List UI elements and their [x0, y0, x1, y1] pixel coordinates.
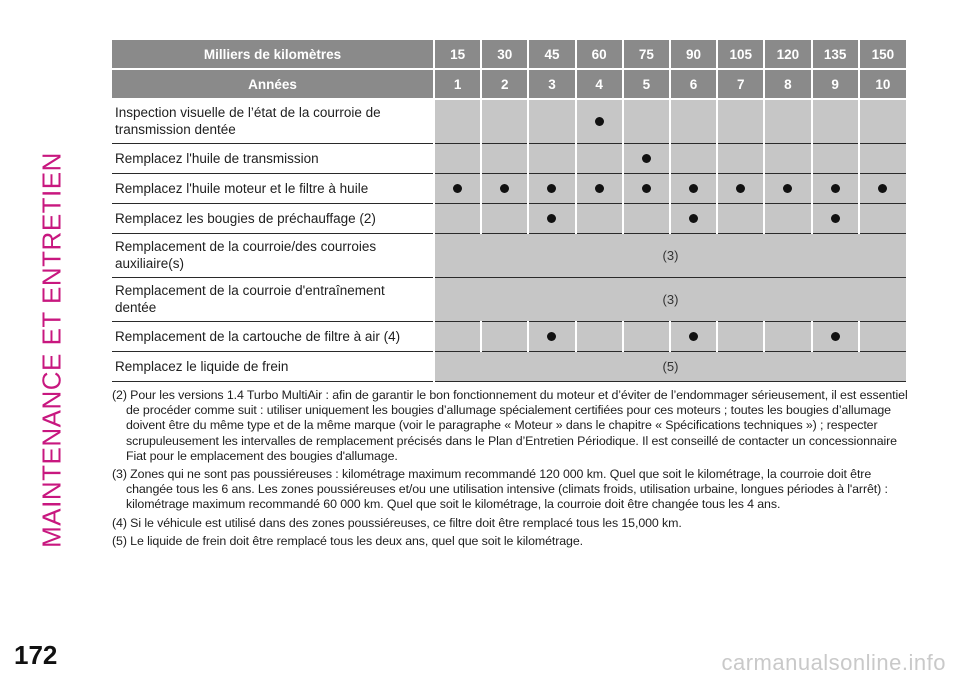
- empty-cell: [623, 99, 670, 143]
- empty-cell: [764, 321, 811, 351]
- empty-cell: [670, 143, 717, 173]
- row-label: Remplacement de la cartouche de filtre à air (4): [112, 321, 434, 351]
- scheduled-cell: [528, 321, 575, 351]
- empty-cell: [812, 143, 859, 173]
- empty-cell: [481, 321, 528, 351]
- page-number: 172: [14, 640, 58, 670]
- bullet-icon: [831, 332, 840, 341]
- scheduled-cell: [623, 173, 670, 203]
- empty-cell: [717, 203, 764, 233]
- empty-cell: [717, 321, 764, 351]
- note-reference-cell: (3): [434, 277, 906, 321]
- scheduled-cell: [528, 173, 575, 203]
- header-year-cell: 2: [481, 69, 528, 99]
- empty-cell: [434, 143, 481, 173]
- row-label: Remplacement de la courroie/des courroies auxiliaire(s): [112, 233, 434, 277]
- bullet-icon: [547, 332, 556, 341]
- header-km-cell: 90: [670, 40, 717, 69]
- empty-cell: [859, 143, 906, 173]
- note-reference-cell: (5): [434, 351, 906, 381]
- scheduled-cell: [670, 321, 717, 351]
- header-year-cell: 1: [434, 69, 481, 99]
- footnote: (5) Le liquide de frein doit être remplacé tous les deux ans, quel que soit le kilométrage.: [112, 533, 583, 548]
- footnotes: [112, 388, 910, 552]
- table-row: [112, 203, 906, 233]
- header-year-cell: 7: [717, 69, 764, 99]
- header-year-cell: 3: [528, 69, 575, 99]
- scheduled-cell: [528, 203, 575, 233]
- bullet-icon: [689, 332, 698, 341]
- scheduled-cell: [576, 173, 623, 203]
- scheduled-cell: [670, 173, 717, 203]
- table-row: [112, 321, 906, 351]
- header-year-cell: 6: [670, 69, 717, 99]
- empty-cell: [859, 99, 906, 143]
- scheduled-cell: [764, 173, 811, 203]
- empty-cell: [481, 143, 528, 173]
- watermark: carmanualsonline.info: [721, 650, 946, 675]
- header-row-years: [112, 69, 906, 99]
- scheduled-cell: [481, 173, 528, 203]
- maintenance-schedule-table: [112, 40, 906, 382]
- header-km-label: Milliers de kilomètres: [112, 40, 434, 69]
- empty-cell: [764, 99, 811, 143]
- empty-cell: [434, 99, 481, 143]
- empty-cell: [576, 203, 623, 233]
- empty-cell: [481, 99, 528, 143]
- row-label: Remplacement de la courroie d'entraînement dentée: [112, 277, 434, 321]
- empty-cell: [764, 143, 811, 173]
- scheduled-cell: [670, 203, 717, 233]
- row-label: Remplacez le liquide de frein: [112, 351, 434, 381]
- scheduled-cell: [434, 173, 481, 203]
- header-row-km: [112, 40, 906, 69]
- footnote: (3) Zones qui ne sont pas poussiéreuses : kilométrage maximum recommandé 120 000 km. Quel que soit le kilométrage, la courroie doit être changée tous les 6 ans. Les zones poussiéreuses et/ou une utilisation intensive (climats froids, utilisation urbaine, longues périodes à l'arrêt) : kilométrage maximum recommandé 60 000 km. Quel que soit le kilométrage, la courroie doit être changée tous les 4 ans.: [112, 467, 888, 512]
- bullet-icon: [689, 184, 698, 193]
- header-year-cell: 10: [859, 69, 906, 99]
- bullet-icon: [736, 184, 745, 193]
- header-km-cell: 15: [434, 40, 481, 69]
- header-km-cell: 120: [764, 40, 811, 69]
- scheduled-cell: [717, 173, 764, 203]
- bullet-icon: [642, 184, 651, 193]
- scheduled-cell: [812, 173, 859, 203]
- bullet-icon: [831, 214, 840, 223]
- table-row: [112, 173, 906, 203]
- scheduled-cell: [812, 203, 859, 233]
- empty-cell: [717, 99, 764, 143]
- row-label: Remplacez les bougies de préchauffage (2): [112, 203, 434, 233]
- empty-cell: [576, 143, 623, 173]
- empty-cell: [859, 321, 906, 351]
- scheduled-cell: [576, 99, 623, 143]
- bullet-icon: [453, 184, 462, 193]
- bullet-icon: [689, 214, 698, 223]
- section-title: MAINTENANCE ET ENTRETIEN: [36, 152, 67, 548]
- empty-cell: [764, 203, 811, 233]
- header-km-cell: 150: [859, 40, 906, 69]
- row-label: Remplacez l'huile de transmission: [112, 143, 434, 173]
- bullet-icon: [831, 184, 840, 193]
- empty-cell: [434, 321, 481, 351]
- empty-cell: [670, 99, 717, 143]
- bullet-icon: [878, 184, 887, 193]
- header-year-cell: 8: [764, 69, 811, 99]
- empty-cell: [434, 203, 481, 233]
- header-km-cell: 45: [528, 40, 575, 69]
- table-row: [112, 143, 906, 173]
- footnote: (2) Pour les versions 1.4 Turbo MultiAir : afin de garantir le bon fonctionnement du moteur et d’éviter de l’endommager sérieusement, il est essentiel de procéder comme suit : utiliser uniquement les bougies d’allumage spécialement certifiées pour ces moteurs ; toutes les bougies d’allumage doivent être du même type et de la même marque (voir le paragraphe « Moteur » dans le chapitre « Spécifications techniques ») ; respecter scrupuleusement les intervalles de remplacement précisés dans le Plan d’Entretien Périodique. Il est conseillé de contacter un concessionnaire Fiat pour le emplacement des bougies d'allumage.: [112, 388, 908, 463]
- bullet-icon: [595, 117, 604, 126]
- scheduled-cell: [623, 143, 670, 173]
- empty-cell: [812, 99, 859, 143]
- header-years-label: Années: [112, 69, 434, 99]
- empty-cell: [576, 321, 623, 351]
- header-year-cell: 5: [623, 69, 670, 99]
- empty-cell: [717, 143, 764, 173]
- header-year-cell: 9: [812, 69, 859, 99]
- empty-cell: [859, 203, 906, 233]
- header-km-cell: 75: [623, 40, 670, 69]
- bullet-icon: [783, 184, 792, 193]
- header-km-cell: 135: [812, 40, 859, 69]
- bullet-icon: [547, 214, 556, 223]
- scheduled-cell: [859, 173, 906, 203]
- header-km-cell: 30: [481, 40, 528, 69]
- empty-cell: [481, 203, 528, 233]
- header-km-cell: 60: [576, 40, 623, 69]
- scheduled-cell: [812, 321, 859, 351]
- bullet-icon: [500, 184, 509, 193]
- table-row: [112, 99, 906, 143]
- table-row: [112, 277, 906, 321]
- header-km-cell: 105: [717, 40, 764, 69]
- header-year-cell: 4: [576, 69, 623, 99]
- bullet-icon: [595, 184, 604, 193]
- footnote: (4) Si le véhicule est utilisé dans des zones poussiéreuses, ce filtre doit être remplacé tous les 15,000 km.: [112, 515, 682, 530]
- empty-cell: [528, 99, 575, 143]
- bullet-icon: [642, 154, 651, 163]
- empty-cell: [623, 203, 670, 233]
- table-row: [112, 233, 906, 277]
- row-label: Remplacez l'huile moteur et le filtre à huile: [112, 173, 434, 203]
- table-row: [112, 351, 906, 381]
- row-label: Inspection visuelle de l’état de la courroie de transmission dentée: [112, 99, 434, 143]
- note-reference-cell: (3): [434, 233, 906, 277]
- empty-cell: [528, 143, 575, 173]
- bullet-icon: [547, 184, 556, 193]
- empty-cell: [623, 321, 670, 351]
